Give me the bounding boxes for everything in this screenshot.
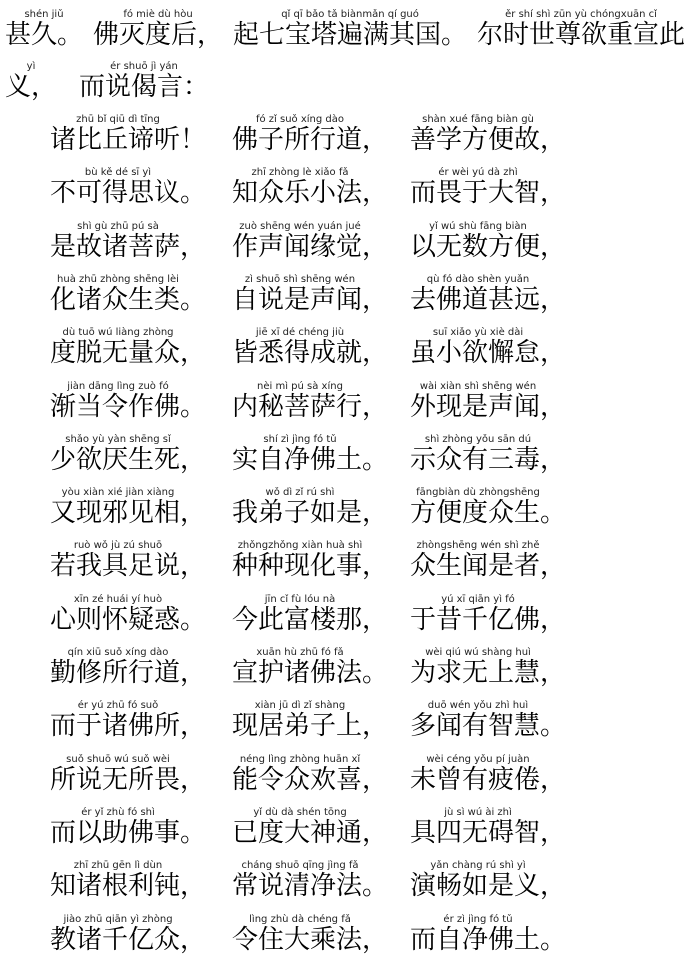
pinyin-annotation: wǒ dì zǐ rú shì [265,487,335,498]
verse-phrase [232,168,388,206]
hanzi-text: 渐当令作佛。 [50,392,207,422]
hanzi-text: 佛子所行道， [232,125,389,155]
verse-phrase [232,115,388,153]
hanzi-text: 自说是声闻， [232,285,389,315]
hanzi-text: 是故诸菩萨， [50,232,207,262]
pinyin-annotation: yǐ wú shù fāng biàn [429,221,527,232]
hanzi-text: 种种现化事， [232,551,389,581]
verse-phrase [232,488,388,526]
pinyin-annotation: zì shuō shì shēng wén [244,274,356,285]
verse-phrase [410,595,566,633]
verse-phrase [50,328,206,366]
pinyin-annotation: wèi qiú wú shàng huì [425,647,531,658]
hanzi-text: 而以助佛事。 [50,818,207,848]
verse-phrase [50,861,206,899]
verse-phrase [232,595,388,633]
pinyin-annotation: cháng shuō qīng jìng fǎ [241,860,359,871]
pinyin-annotation: ěr shí shì zūn yù chóngxuān cǐ [505,9,657,20]
hanzi-text: 宣护诸佛法。 [232,658,389,688]
hanzi-text: 勤修所行道， [50,658,207,688]
pinyin-annotation: zhū bǐ qiū dì tīng [76,114,160,125]
pinyin-annotation: zuò shēng wén yuán jué [239,221,361,232]
hanzi-text: 多闻有智慧。 [410,711,567,741]
hanzi-text: 义， [5,72,58,102]
hanzi-text: 令住大乘法， [232,925,389,955]
pinyin-annotation: xuān hù zhū fó fǎ [256,647,344,658]
pinyin-annotation: xiàn jū dì zǐ shàng [254,700,346,711]
verse-phrase [410,382,566,420]
hanzi-text: 所说无所畏， [50,765,207,795]
pinyin-annotation: zhǒngzhǒng xiàn huà shì [237,540,363,551]
hanzi-text: 具四无碍智， [410,818,567,848]
verse-phrase [410,275,566,313]
pinyin-annotation: nèi mì pú sà xíng [257,381,343,392]
pinyin-annotation: shí zì jìng fó tǔ [263,434,337,445]
hanzi-text: 作声闻缘觉， [232,232,389,262]
verse-phrase [50,275,206,313]
pinyin-annotation: shì gù zhū pú sà [77,221,159,232]
pinyin-annotation: yòu xiàn xié jiàn xiàng [61,487,175,498]
hanzi-text: 实自净佛土。 [232,445,389,475]
pinyin-annotation: wài xiàn shì shēng wén [419,381,537,392]
verse-phrase [232,435,388,473]
verse-phrase [232,808,388,846]
verse-phrase [50,168,206,206]
verse-phrase [232,541,388,579]
hanzi-text: 而自净佛土。 [410,925,567,955]
hanzi-text: 善学方便故， [410,125,567,155]
pinyin-annotation: yú xī qiān yì fó [441,594,515,605]
intro-phrase [5,62,57,100]
verse-phrase [50,222,206,260]
hanzi-text: 内秘菩萨行， [232,392,389,422]
hanzi-text: 起七宝塔遍满其国。 [233,20,468,50]
pinyin-annotation: yì [26,61,36,72]
verse-phrase [50,755,206,793]
verse-phrase [232,755,388,793]
pinyin-annotation: qǐ qī bǎo tǎ biànmǎn qí guó [281,9,419,20]
pinyin-annotation: suī xiǎo yù xiè dài [432,327,524,338]
verse-phrase [410,541,566,579]
pinyin-annotation: lìng zhù dà chéng fǎ [249,914,351,925]
pinyin-annotation: duō wén yǒu zhì huì [427,700,529,711]
hanzi-text: 演畅如是义， [410,871,567,901]
verse-phrase [410,915,566,953]
hanzi-text: 能令众欢喜， [232,765,389,795]
pinyin-annotation: qù fó dào shèn yuǎn [426,274,530,285]
hanzi-text: 虽小欲懈怠， [410,338,567,368]
hanzi-text: 甚久。 [5,20,84,50]
verse-phrase [232,701,388,739]
pinyin-annotation: zhī zhòng lè xiǎo fǎ [251,167,349,178]
pinyin-annotation: ruò wǒ jù zú shuō [73,540,163,551]
hanzi-text: 今此富楼那， [232,605,389,635]
verse-phrase [50,382,206,420]
verse-phrase [50,915,206,953]
verse-phrase [50,808,206,846]
verse-phrase [50,488,206,526]
intro-phrase [5,10,83,48]
verse-phrase [410,808,566,846]
verse-phrase [50,595,206,633]
pinyin-annotation: fó zǐ suǒ xíng dào [255,114,345,125]
pinyin-annotation: jiàn dāng lìng zuò fó [67,381,169,392]
verse-phrase [410,861,566,899]
verse-phrase [232,275,388,313]
pinyin-annotation: ér wèi yú dà zhì [438,167,518,178]
verse-phrase [232,382,388,420]
hanzi-text: 尔时世尊欲重宣此 [477,20,685,50]
verse-phrase [232,328,388,366]
verse-phrase [232,915,388,953]
hanzi-text: 佛灭度后， [93,20,224,50]
pinyin-annotation: jù sì wú ài zhì [444,807,512,818]
hanzi-text: 知众乐小法， [232,178,389,208]
verse-phrase [410,168,566,206]
pinyin-annotation: qín xiū suǒ xíng dào [67,647,169,658]
hanzi-text: 化诸众生类。 [50,285,207,315]
pinyin-annotation: ér shuō jì yán [110,61,178,72]
pinyin-annotation: huà zhū zhòng shēng lèi [57,274,179,285]
hanzi-text: 若我具足说， [50,551,207,581]
hanzi-text: 而于诸佛所， [50,711,207,741]
hanzi-text: 而说偈言： [79,72,210,102]
hanzi-text: 外现是声闻， [410,392,567,422]
verse-phrase [50,115,206,153]
intro-phrase [79,62,209,100]
verse-phrase [410,435,566,473]
verse-phrase [410,222,566,260]
pinyin-annotation: shǎo yù yàn shēng sǐ [65,434,171,445]
hanzi-text: 教诸千亿众， [50,925,207,955]
verse-phrase [232,648,388,686]
intro-line [5,9,685,50]
verse-phrase [232,222,388,260]
verse-phrase [410,755,566,793]
pinyin-annotation: ér yǐ zhù fó shì [81,807,155,818]
pinyin-annotation: fāngbiàn dù zhòngshēng [416,487,540,498]
verse-phrase [410,648,566,686]
verse-phrase [410,115,566,153]
pinyin-annotation: shì zhòng yǒu sān dú [424,434,532,445]
pinyin-annotation: ér yú zhū fó suǒ [77,700,159,711]
hanzi-text: 心则怀疑惑。 [50,605,207,635]
hanzi-text: 已度大神通， [232,818,389,848]
hanzi-text: 知诸根利钝， [50,871,207,901]
pinyin-annotation: ér zì jìng fó tǔ [443,914,513,925]
hanzi-text: 皆悉得成就， [232,338,389,368]
intro-phrase [233,10,467,48]
hanzi-text: 不可得思议。 [50,178,207,208]
pinyin-annotation: fó miè dù hòu [123,9,193,20]
pinyin-annotation: xīn zé huái yí huò [73,594,163,605]
hanzi-text: 为求无上慧， [410,658,567,688]
verse-phrase [50,435,206,473]
verse-phrase [50,541,206,579]
pinyin-annotation: dù tuō wú liàng zhòng [62,327,174,338]
pinyin-annotation: néng lìng zhòng huān xǐ [239,754,361,765]
verse-phrase [50,648,206,686]
verse-phrase [410,488,566,526]
intro-phrase [477,10,685,48]
hanzi-text: 又现邪见相， [50,498,207,528]
verse-phrase [232,861,388,899]
pinyin-annotation: zhòngshēng wén shì zhě [416,540,540,551]
verse-phrase [410,328,566,366]
intro-phrase [93,10,223,48]
pinyin-annotation: jiē xī dé chéng jiù [255,327,345,338]
hanzi-text: 常说清净法。 [232,871,389,901]
pinyin-annotation: wèi céng yǒu pí juàn [426,754,530,765]
hanzi-text: 我弟子如是， [232,498,389,528]
pinyin-annotation: jiào zhū qiān yì zhòng [63,914,173,925]
pinyin-annotation: yǎn chàng rú shì yì [430,860,526,871]
hanzi-text: 未曾有疲倦， [410,765,567,795]
hanzi-text: 去佛道甚远， [410,285,567,315]
intro-line [5,62,630,100]
pinyin-annotation: suǒ shuō wú suǒ wèi [66,754,170,765]
pinyin-annotation: yǐ dù dà shén tōng [253,807,347,818]
hanzi-text: 示众有三毒， [410,445,567,475]
hanzi-text: 于昔千亿佛， [410,605,567,635]
hanzi-text: 诸比丘谛听！ [50,125,207,155]
hanzi-text: 现居弟子上， [232,711,389,741]
pinyin-annotation: zhī zhū gēn lì dùn [73,860,163,871]
pinyin-annotation: jīn cǐ fù lóu nà [264,594,336,605]
pinyin-annotation: shén jiǔ [24,9,64,20]
hanzi-text: 度脱无量众， [50,338,207,368]
pinyin-annotation: shàn xué fāng biàn gù [422,114,534,125]
verse-phrase [50,701,206,739]
hanzi-text: 以无数方便， [410,232,567,262]
hanzi-text: 方便度众生。 [410,498,567,528]
hanzi-text: 众生闻是者， [410,551,567,581]
verse-phrase [410,701,566,739]
hanzi-text: 少欲厌生死， [50,445,207,475]
pinyin-annotation: bù kě dé sī yì [84,167,152,178]
hanzi-text: 而畏于大智， [410,178,567,208]
